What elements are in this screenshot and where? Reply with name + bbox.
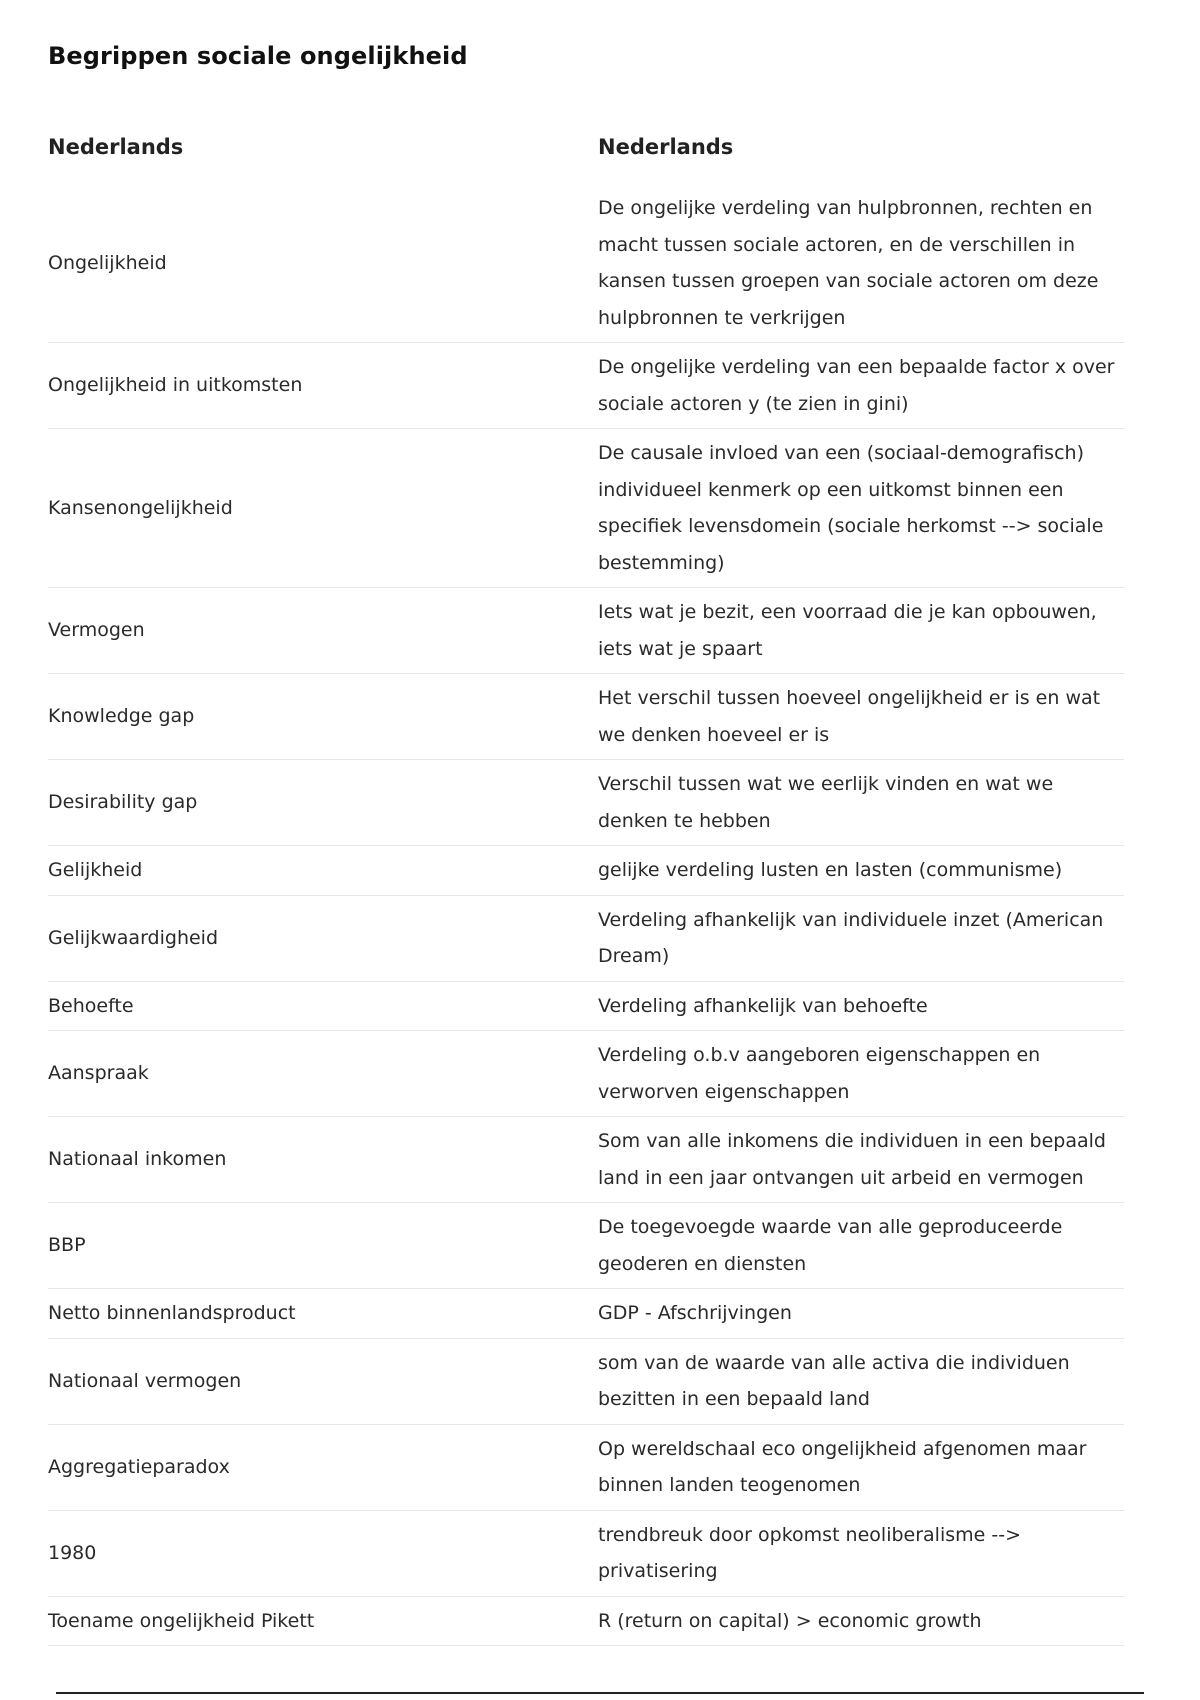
table-row [48,343,1124,429]
term-cell: Ongelijkheid in uitkomsten [48,343,598,429]
definition-cell: De ongelijke verdeling van hulpbronnen, rechten en macht tussen sociale actoren, en de verschillen in kansen tussen groepen van sociale actoren om deze hulpbronnen te verkrijgen [598,184,1124,343]
table-row [48,1289,1124,1339]
definition-cell: Verdeling afhankelijk van behoefte [598,981,1124,1031]
term-cell: Gelijkheid [48,846,598,896]
definition-cell: gelijke verdeling lusten en lasten (communisme) [598,846,1124,896]
table-row [48,588,1124,674]
term-cell: Desirability gap [48,760,598,846]
page-title: Begrippen sociale ongelijkheid [48,42,468,70]
column-header-definition: Nederlands [598,135,734,159]
term-cell: Aggregatieparadox [48,1424,598,1510]
term-cell: Knowledge gap [48,674,598,760]
term-cell: Aanspraak [48,1031,598,1117]
definition-cell: De toegevoegde waarde van alle geproduceerde geoderen en diensten [598,1203,1124,1289]
table-row [48,760,1124,846]
table-row [48,981,1124,1031]
definition-cell: Som van alle inkomens die individuen in een bepaald land in een jaar ontvangen uit arbeid en vermogen [598,1117,1124,1203]
term-cell: 1980 [48,1510,598,1596]
column-header-term: Nederlands [48,135,184,159]
table-row [48,429,1124,588]
table-row [48,1596,1124,1646]
term-cell: Kansenongelijkheid [48,429,598,588]
table-row [48,1510,1124,1596]
table-row [48,1338,1124,1424]
table-row [48,846,1124,896]
term-cell: Ongelijkheid [48,184,598,343]
term-cell: Behoefte [48,981,598,1031]
term-cell: BBP [48,1203,598,1289]
document-page [48,0,1124,1646]
definition-cell: Op wereldschaal eco ongelijkheid afgenomen maar binnen landen teogenomen [598,1424,1124,1510]
table-row [48,895,1124,981]
table-row [48,674,1124,760]
definition-cell: Verdeling o.b.v aangeboren eigenschappen en verworven eigenschappen [598,1031,1124,1117]
definition-cell: Verschil tussen wat we eerlijk vinden en wat we denken te hebben [598,760,1124,846]
definition-cell: Het verschil tussen hoeveel ongelijkheid er is en wat we denken hoeveel er is [598,674,1124,760]
definition-cell: som van de waarde van alle activa die individuen bezitten in een bepaald land [598,1338,1124,1424]
table-row [48,184,1124,343]
definition-cell: trendbreuk door opkomst neoliberalisme --> privatisering [598,1510,1124,1596]
terms-table [48,132,1124,1646]
bottom-divider [56,1692,1144,1694]
definition-cell: Iets wat je bezit, een voorraad die je kan opbouwen, iets wat je spaart [598,588,1124,674]
table-row [48,1203,1124,1289]
definition-cell: GDP - Afschrijvingen [598,1289,1124,1339]
term-cell: Nationaal inkomen [48,1117,598,1203]
term-cell: Nationaal vermogen [48,1338,598,1424]
term-cell: Gelijkwaardigheid [48,895,598,981]
table-row [48,1031,1124,1117]
definition-cell: De ongelijke verdeling van een bepaalde factor x over sociale actoren y (te zien in gini) [598,343,1124,429]
term-cell: Netto binnenlandsproduct [48,1289,598,1339]
table-row [48,1117,1124,1203]
definition-cell: R (return on capital) > economic growth [598,1596,1124,1646]
term-cell: Vermogen [48,588,598,674]
term-cell: Toename ongelijkheid Pikett [48,1596,598,1646]
definition-cell: De causale invloed van een (sociaal-demografisch) individueel kenmerk op een uitkomst binnen een specifiek levensdomein (sociale herkomst --> sociale bestemming) [598,429,1124,588]
definition-cell: Verdeling afhankelijk van individuele inzet (American Dream) [598,895,1124,981]
table-header-row [48,132,1124,184]
table-row [48,1424,1124,1510]
